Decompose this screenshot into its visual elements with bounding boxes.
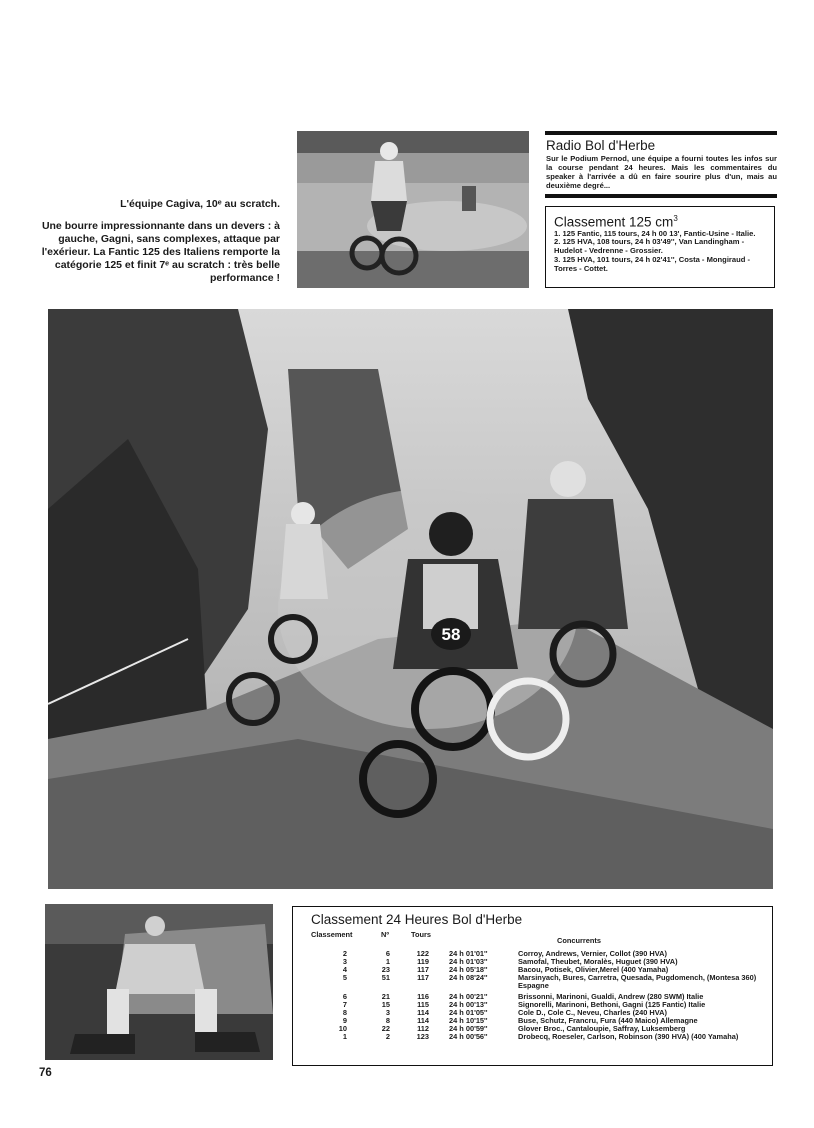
header-tours: Tours [411,930,431,939]
cell-concurrents: Signorelli, Marinoni, Bethoni, Gagni (125 Fantic) Italie [518,1000,706,1009]
cell-num: 3 [385,1008,390,1017]
radio-bottom-rule [545,194,777,198]
results-table [292,906,773,1066]
cell-concurrents: Drobecq, Roeseler, Carlson, Robinson (390 HVA) (400 Yamaha) [518,1032,739,1041]
cell-concurrents: Buse, Schutz, Francru, Fura (440 Maico) Allemagne [518,1016,698,1025]
cell-tours: 122 [416,949,429,958]
cell-concurrents: Glover Broc., Cantaloupie, Saffray, Luksemberg [518,1024,686,1033]
cell-rank: 2 [342,949,347,958]
cell-num: 15 [381,1000,390,1009]
header-num: Nº [381,930,390,939]
cell-rank: 3 [342,957,347,966]
classement-125-line: 1. 125 Fantic, 115 tours, 24 h 00 13', Fantic-Usine - Italie. [554,228,756,238]
photo-main-race [48,309,773,889]
classement-125-title: Classement 125 $cm^3$ [554,214,678,230]
cell-time: 24 h 10'15'' [449,1016,488,1025]
caption-cagiva: L'équipe Cagiva, 10ᵉ au scratch. [120,198,280,210]
cell-tours: 112 [417,1024,429,1033]
cell-num: 22 [381,1024,390,1033]
cell-num: 21 [381,992,390,1001]
cell-concurrents: Samofal, Theubet, Moralès, Huguet (390 HVA) [518,957,678,966]
main-photo-plate-number: 58 [441,625,461,644]
cell-num: 1 [385,957,390,966]
cell-tours: 123 [416,1032,429,1041]
cell-concurrents: Cole D., Cole C., Neveu, Charles (240 HVA) [518,1008,667,1017]
photo-team-rest [45,904,273,1060]
classement-125-line: 2. 125 HVA, 108 tours, 24 h 03'49'', Van Landingham - Hudelot - Vedrenne - Grossier. [554,237,745,256]
cell-tours: 115 [417,1000,429,1009]
cell-time: 24 h 05'18'' [449,965,488,974]
cell-time: 24 h 08'24'' [449,973,488,982]
cell-concurrents: Brissonni, Marinoni, Gualdi, Andrew (280 SWM) Italie [518,992,704,1001]
cell-tours: 119 [417,957,429,966]
caption-bourre: Une bourre impressionnante dans un devers : à gauche, Gagni, sans complexes, attaque par l'exérieur. La Fantic 125 des Italiens remporte la catégorie 125 et finit 7ᵉ au scratch : très belle performance ! [41,220,280,284]
cell-rank: 7 [342,1000,347,1009]
cell-rank: 5 [342,973,347,982]
cell-time: 24 h 00'13'' [449,1000,488,1009]
cell-time: 24 h 00'21'' [449,992,488,1001]
cell-time: 24 h 01'05'' [449,1008,488,1017]
cell-rank: 10 [338,1024,347,1033]
cell-rank: 8 [342,1008,347,1017]
cell-num: 6 [385,949,390,958]
cell-tours: 117 [417,973,429,982]
cell-rank: 4 [342,965,347,974]
radio-top-rule [545,131,777,135]
cell-tours: 117 [417,965,429,974]
cell-num: 51 [381,973,390,982]
radio-text: Sur le Podium Pernod, une équipe a fourni toutes les infos sur la course pendant 24 heures. Mais les commentaires du speaker à l'arrivée a dû en faire sourire plus d'un, mais au deuxième degré... [546,154,777,191]
photo-cagiva-rider [297,131,529,288]
classement-125-box [545,206,775,288]
cell-concurrents: Bacou, Potisek, Olivier,Merel (400 Yamaha) [518,965,669,974]
classement-125-line: 3. 125 HVA, 101 tours, 24 h 02'41'', Costa - Mongiraud - Torres - Cottet. [554,254,751,273]
cell-time: 24 h 00'56'' [449,1032,488,1041]
radio-title: Radio Bol d'Herbe [546,138,656,153]
cell-num: 23 [381,965,390,974]
results-title: Classement 24 Heures Bol d'Herbe [311,912,523,927]
cell-rank: 6 [342,992,347,1001]
header-classement: Classement [311,930,353,939]
cell-num: 2 [385,1032,390,1041]
page-number: 76 [39,1067,52,1079]
cell-tours: 116 [417,992,429,1001]
cell-rank: 1 [342,1032,347,1041]
cell-tours: 114 [417,1008,429,1017]
cell-concurrents: Corroy, Andrews, Vernier, Collot (390 HVA) [518,949,667,958]
cell-rank: 9 [342,1016,347,1025]
header-concurrents: Concurrents [557,936,601,945]
cell-time: 24 h 01'01'' [449,949,488,958]
cell-time: 24 h 01'03'' [449,957,488,966]
cell-time: 24 h 00'59'' [449,1024,488,1033]
cell-concurrents: Marsinyach, Bures, Carretra, Quesada, Pugdomench, (Montesa 360) Espagne [518,973,757,990]
cell-tours: 114 [417,1016,429,1025]
cell-num: 8 [385,1016,390,1025]
